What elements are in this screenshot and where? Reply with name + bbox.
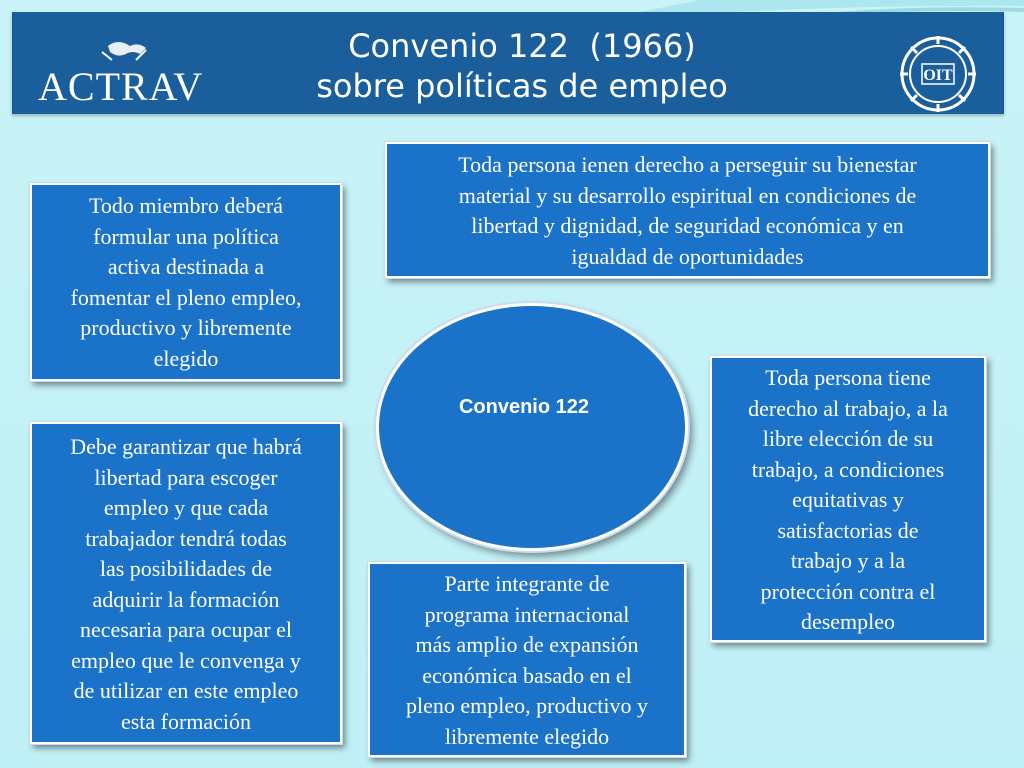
- text-line: libertad para escoger: [94, 464, 278, 490]
- text-line: pleno empleo, productivo y: [406, 693, 648, 718]
- text-line: libertad y dignidad, de seguridad económica y en: [471, 213, 904, 238]
- box-right-to-wellbeing: [385, 142, 990, 278]
- text-line: adquirir la formación: [92, 586, 280, 612]
- text-line: protección contra el: [760, 578, 936, 604]
- text-line: trabajo, a condiciones: [751, 456, 945, 482]
- text-line: económica basado en el: [422, 662, 632, 688]
- text-line: Toda persona tiene: [765, 365, 931, 390]
- text-line: desempleo: [800, 609, 896, 634]
- center-ellipse: [376, 303, 688, 551]
- text-line: de utilizar en este empleo: [73, 678, 299, 703]
- text-line: libremente elegido: [444, 723, 610, 749]
- text-line: elegido: [153, 345, 219, 371]
- text-line: fomentar el pleno empleo,: [70, 284, 302, 310]
- text-line: Debe garantizar que habrá: [70, 434, 302, 459]
- text-line: las posibilidades de: [99, 556, 273, 581]
- svg-text:OIT: OIT: [923, 67, 953, 84]
- center-label: Convenio 122: [458, 396, 590, 418]
- text-line: necesaria para ocupar el: [80, 617, 292, 642]
- text-line: empleo que le convenga y: [71, 647, 301, 673]
- text-line: equitativas y: [792, 487, 904, 512]
- text-line: Parte integrante de: [444, 571, 610, 596]
- text-line: derecho al trabajo, a la: [748, 395, 948, 421]
- text-line: satisfactorias de: [777, 517, 919, 543]
- box-international-programme: [368, 562, 686, 757]
- text-line: activa destinada a: [107, 254, 265, 279]
- text-line: libre elección de su: [762, 426, 934, 451]
- text-line: programa internacional: [424, 601, 630, 627]
- text-line: igualdad de oportunidades: [571, 243, 804, 269]
- text-line: Todo miembro deberá: [89, 193, 283, 218]
- text-line: trabajo y a la: [790, 548, 906, 573]
- text-line: productivo y libremente: [80, 315, 292, 340]
- text-line: trabajador tendrá todas: [85, 525, 287, 551]
- box-active-employment-policy: [30, 183, 342, 381]
- text-line: más amplio de expansión: [415, 632, 639, 657]
- handshake-icon: [38, 36, 208, 108]
- actrav-logo-text: ACTRAV: [38, 64, 204, 108]
- text-line: esta formación: [120, 708, 252, 734]
- box-freedom-to-choose: [30, 422, 342, 744]
- title-banner: [12, 12, 1004, 114]
- text-line: material y su desarrollo espiritual en condiciones de: [458, 182, 917, 208]
- text-line: empleo y que cada: [103, 495, 269, 520]
- page-title: [212, 26, 832, 106]
- text-line: formular una política: [93, 223, 279, 249]
- text-line: Toda persona ienen derecho a perseguir su bienestar: [458, 152, 917, 177]
- oit-emblem-icon: [898, 34, 978, 114]
- title-line-1: Convenio 122 (1966): [348, 27, 696, 65]
- oit-logo: [898, 34, 978, 114]
- box-right-to-work: [710, 356, 986, 642]
- actrav-logo: [38, 36, 208, 108]
- title-line-2: sobre políticas de empleo: [316, 67, 728, 105]
